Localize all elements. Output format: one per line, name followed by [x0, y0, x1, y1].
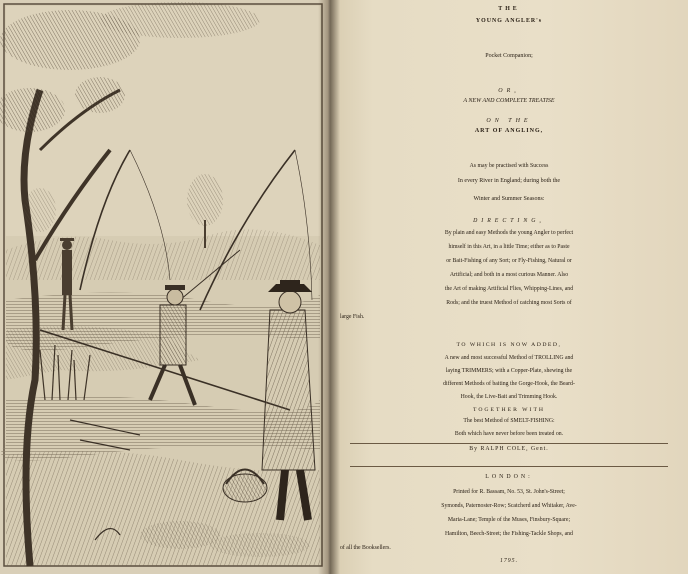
together-line: The best Method of SMELT-FISHING:: [463, 418, 555, 424]
imprint-city: LONDON:: [485, 474, 533, 480]
directing-line: Rods; and the truest Method of catching most Sorts of: [446, 300, 572, 306]
imprint-line: Hamilton, Beech-Street; the Fishing-Tackle Shops, and: [445, 531, 573, 537]
divider-rule: [350, 466, 668, 467]
added-heading: TO WHICH IS NOW ADDED,: [456, 342, 562, 348]
directing-line: By plain and easy Methods the young Angler to perfect: [444, 230, 574, 236]
publication-year: 1795.: [499, 558, 519, 564]
book-subtitle: Pocket Companion;: [485, 53, 533, 59]
imprint-line: of all the Booksellers.: [340, 545, 391, 551]
treatise-line: A NEW AND COMPLETE TREATISE: [463, 98, 555, 104]
directing-line: large Fish.: [340, 314, 365, 320]
directing-line: the Art of making Artificial Flies, Whipping-Lines, and: [444, 286, 574, 292]
added-line: Hook, the Live-Bait and Trimming Hook.: [460, 394, 558, 400]
directing-line: himself in this Art, in a little Time; either as to Paste: [448, 244, 570, 250]
frontispiece-engraving: [0, 0, 330, 574]
directing-line: Artificial; and both in a most curious Manner. Also: [449, 272, 569, 278]
title-page: [330, 0, 688, 574]
art-of-angling-line: ART OF ANGLING,: [474, 128, 544, 134]
practised-line: As may be practised with Success: [469, 163, 549, 169]
together-heading: TOGETHER WITH: [472, 407, 546, 413]
added-line: A new and most successful Method of TROLLING and: [444, 355, 574, 361]
book-title: YOUNG ANGLER's: [475, 18, 543, 24]
frontispiece-page: [0, 0, 330, 574]
on-the-line: ON THE: [486, 118, 532, 124]
author-line: By RALPH COLE, Gent.: [469, 446, 549, 452]
imprint-line: Printed for R. Bassam, No. 53, St. John's-Street;: [453, 489, 565, 495]
title-the: THE: [498, 6, 520, 12]
imprint-line: Maria-Lane; Temple of the Muses, Finsbury-Square;: [447, 517, 571, 523]
added-line: different Methods of baiting the Gorge-Hook, the Beard-: [443, 381, 575, 387]
practised-line: In every River in England; during both the: [457, 178, 561, 184]
practised-line: Winter and Summer Seasons:: [473, 196, 545, 202]
directing-heading: DIRECTING,: [473, 218, 545, 224]
divider-rule: [350, 443, 668, 444]
book-gutter: [318, 0, 340, 574]
directing-line: or Bait-Fishing of any Sort; or Fly-Fishing, Natural or: [446, 258, 572, 264]
or-line: OR,: [498, 88, 520, 94]
added-line: laying TRIMMERS; with a Copper-Plate, shewing the: [445, 368, 573, 374]
imprint-line: Symonds, Paternoster-Row; Scatcherd and Whitaker, Ave-: [441, 503, 577, 509]
together-line: Both which have never before been treated on.: [454, 431, 564, 437]
